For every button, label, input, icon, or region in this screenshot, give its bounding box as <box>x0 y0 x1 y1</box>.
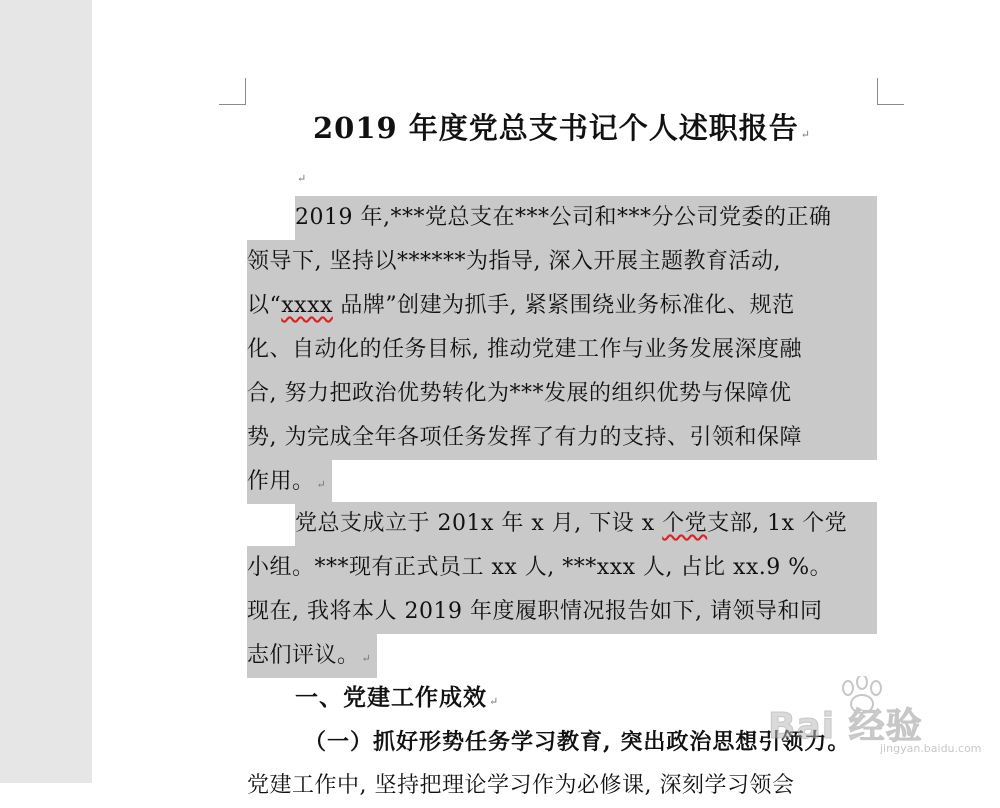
text-line: 化、自动化的任务目标, 推动党建工作与业务发展深度融 <box>247 328 877 372</box>
document-title[interactable]: 2019 年度党总支书记个人述职报告 ↵ <box>312 111 812 145</box>
paragraph-mark: ↵ <box>297 172 307 185</box>
paragraph-intro[interactable] <box>247 196 877 504</box>
watermark-text: Bai 经验 <box>768 706 923 747</box>
text-line: 势, 为完成全年各项任务发挥了有力的支持、引领和保障 <box>247 416 877 460</box>
margin-corner-top-left <box>219 78 246 105</box>
paragraph-mark: ↵ <box>800 128 812 141</box>
text-line: 2019 年,***党总支在***公司和***分公司党委的正确 <box>295 196 877 240</box>
text-line: 党总支成立于 201x 年 x 月, 下设 x 个党支部, 1x 个党 <box>295 502 877 546</box>
paragraph-overview[interactable] <box>247 502 877 678</box>
paragraph-mark: ↵ <box>489 695 500 708</box>
margin-corner-top-right <box>877 78 904 105</box>
text-line: 现在, 我将本人 2019 年度履职情况报告如下, 请领导和同 <box>247 590 877 634</box>
text-line: 志们评议。 ↵ <box>247 634 377 678</box>
paragraph-mark: ↵ <box>361 652 372 665</box>
baidu-watermark <box>768 676 982 766</box>
text-line: 小组。***现有正式员工 xx 人, ***xxx 人, 占比 xx.9 %。 <box>247 546 877 590</box>
text-line: 以“xxxx 品牌”创建为抓手, 紧紧围绕业务标准化、规范 <box>247 284 877 328</box>
body-text-line[interactable]: 党建工作中, 坚持把理论学习作为必修课, 深刻学习领会 <box>247 773 795 798</box>
left-gutter <box>0 0 93 783</box>
paragraph-mark: ↵ <box>316 478 327 491</box>
spellcheck-underline: 个党 <box>662 511 708 536</box>
text-line: 合, 努力把政治优势转化为***发展的组织优势与保障优 <box>247 372 877 416</box>
spellcheck-underline: xxxx <box>281 293 333 318</box>
text-line: 领导下, 坚持以******为指导, 深入开展主题教育活动, <box>247 240 877 284</box>
section-heading[interactable]: 一、党建工作成效 ↵ <box>295 684 500 711</box>
text-line: 作用。 ↵ <box>247 460 332 504</box>
subsection-heading[interactable]: （一）抓好形势任务学习教育, 突出政治思想引领力。 <box>304 729 851 755</box>
watermark-url: jingyan.baidu.com <box>880 742 982 755</box>
